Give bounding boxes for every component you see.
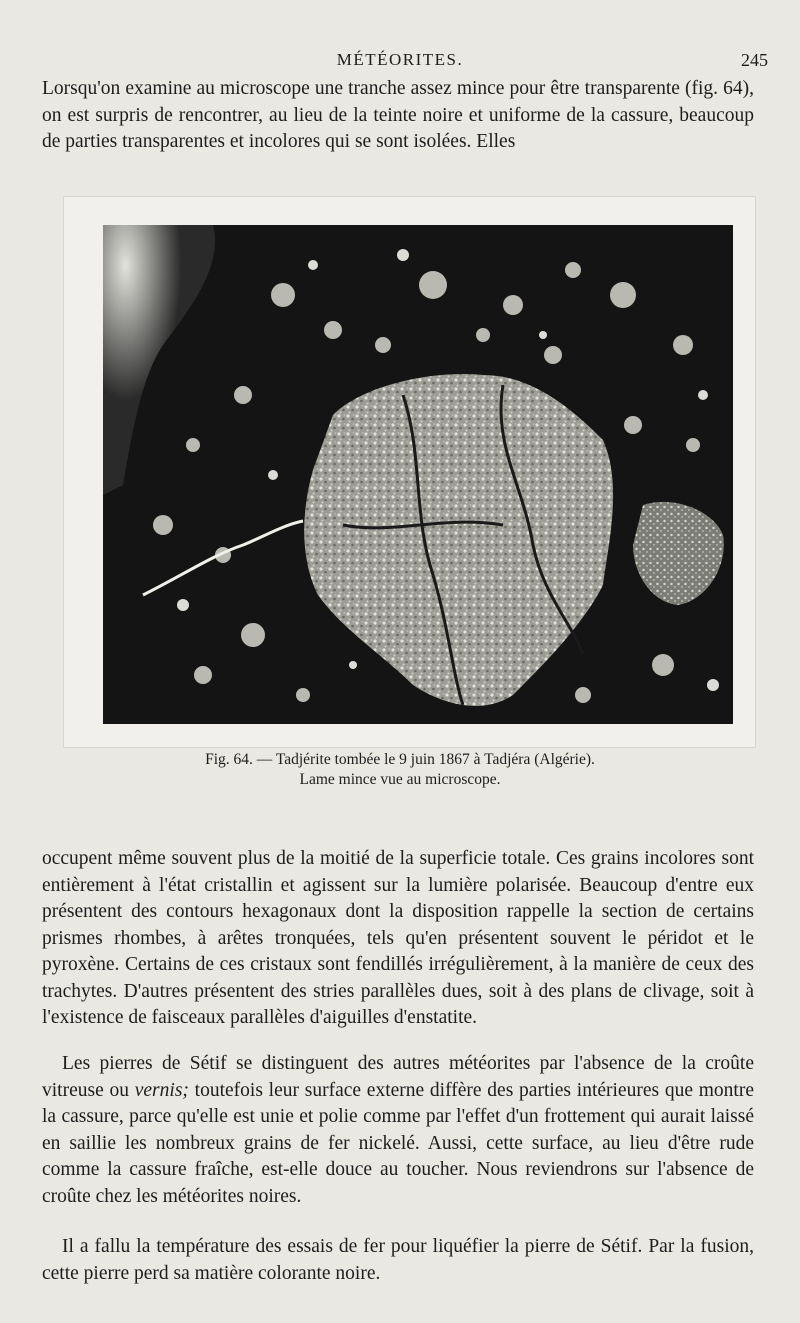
paragraph-setif bbox=[42, 1051, 754, 1210]
caption-line-1: Fig. 64. — Tadjérite tombée le 9 juin 1867 à Tadjéra (Algérie). bbox=[205, 751, 595, 768]
paragraph-crystals: occupent même souvent plus de la moitié de la superficie totale. Ces grains incolores sont entièrement à l'état cristallin et agissent sur la lumière polarisée. Beaucoup d'entre eux présentent des contours hexagonaux dont la disposition rappelle la section de certains prismes rhombes, à arêtes tronquées, tels qu'en présentent souvent le péridot et le pyroxène. Certains de ces cristaux sont fendillés irrégulièrement, à la manière de ceux des trachytes. D'autres présentent des stries parallèles dues, soit à des plans de clivage, soit à l'existence de faisceaux parallèles d'aiguilles d'enstatite. bbox=[42, 848, 754, 1028]
paragraph-fusion: Il a fallu la température des essais de fer pour liquéfier la pierre de Sétif. Par la fusion, cette pierre perd sa matière colorante noire. bbox=[42, 1236, 754, 1284]
paragraph-setif-emphasis: vernis; bbox=[134, 1079, 189, 1101]
paragraph-setif-before: Les pierres de Sétif se distinguent des autres météorites par l'absence de la croûte vitreuse ou bbox=[42, 1053, 754, 1101]
page-header bbox=[0, 48, 800, 78]
paragraph-setif-after: toutefois leur surface externe diffère des parties intérieures que montre la cassure, parce qu'elle est unie et polie comme par l'effet d'un frottement qui aurait laissé en saillie les nombreux grains de fer nickelé. Aussi, cette surface, au lieu d'être rude comme la cassure fraîche, est-elle douce au toucher. Nous reviendrons sur l'absence de croûte chez les météorites noires. bbox=[42, 1079, 754, 1207]
page-number: 245 bbox=[741, 50, 768, 70]
figure-caption bbox=[0, 750, 800, 790]
micrograph-image bbox=[103, 225, 733, 724]
caption-line-2: Lame mince vue au microscope. bbox=[299, 771, 501, 788]
running-title: MÉTÉORITES. bbox=[336, 50, 464, 69]
paragraph-intro: Lorsqu'on examine au microscope une tranche assez mince pour être transparente (fig. 64), on est surpris de rencontrer, au lieu de la teinte noire et uniforme de la cassure, beaucoup de parties transparentes et incolores qui se sont isolées. Elles bbox=[42, 78, 754, 152]
